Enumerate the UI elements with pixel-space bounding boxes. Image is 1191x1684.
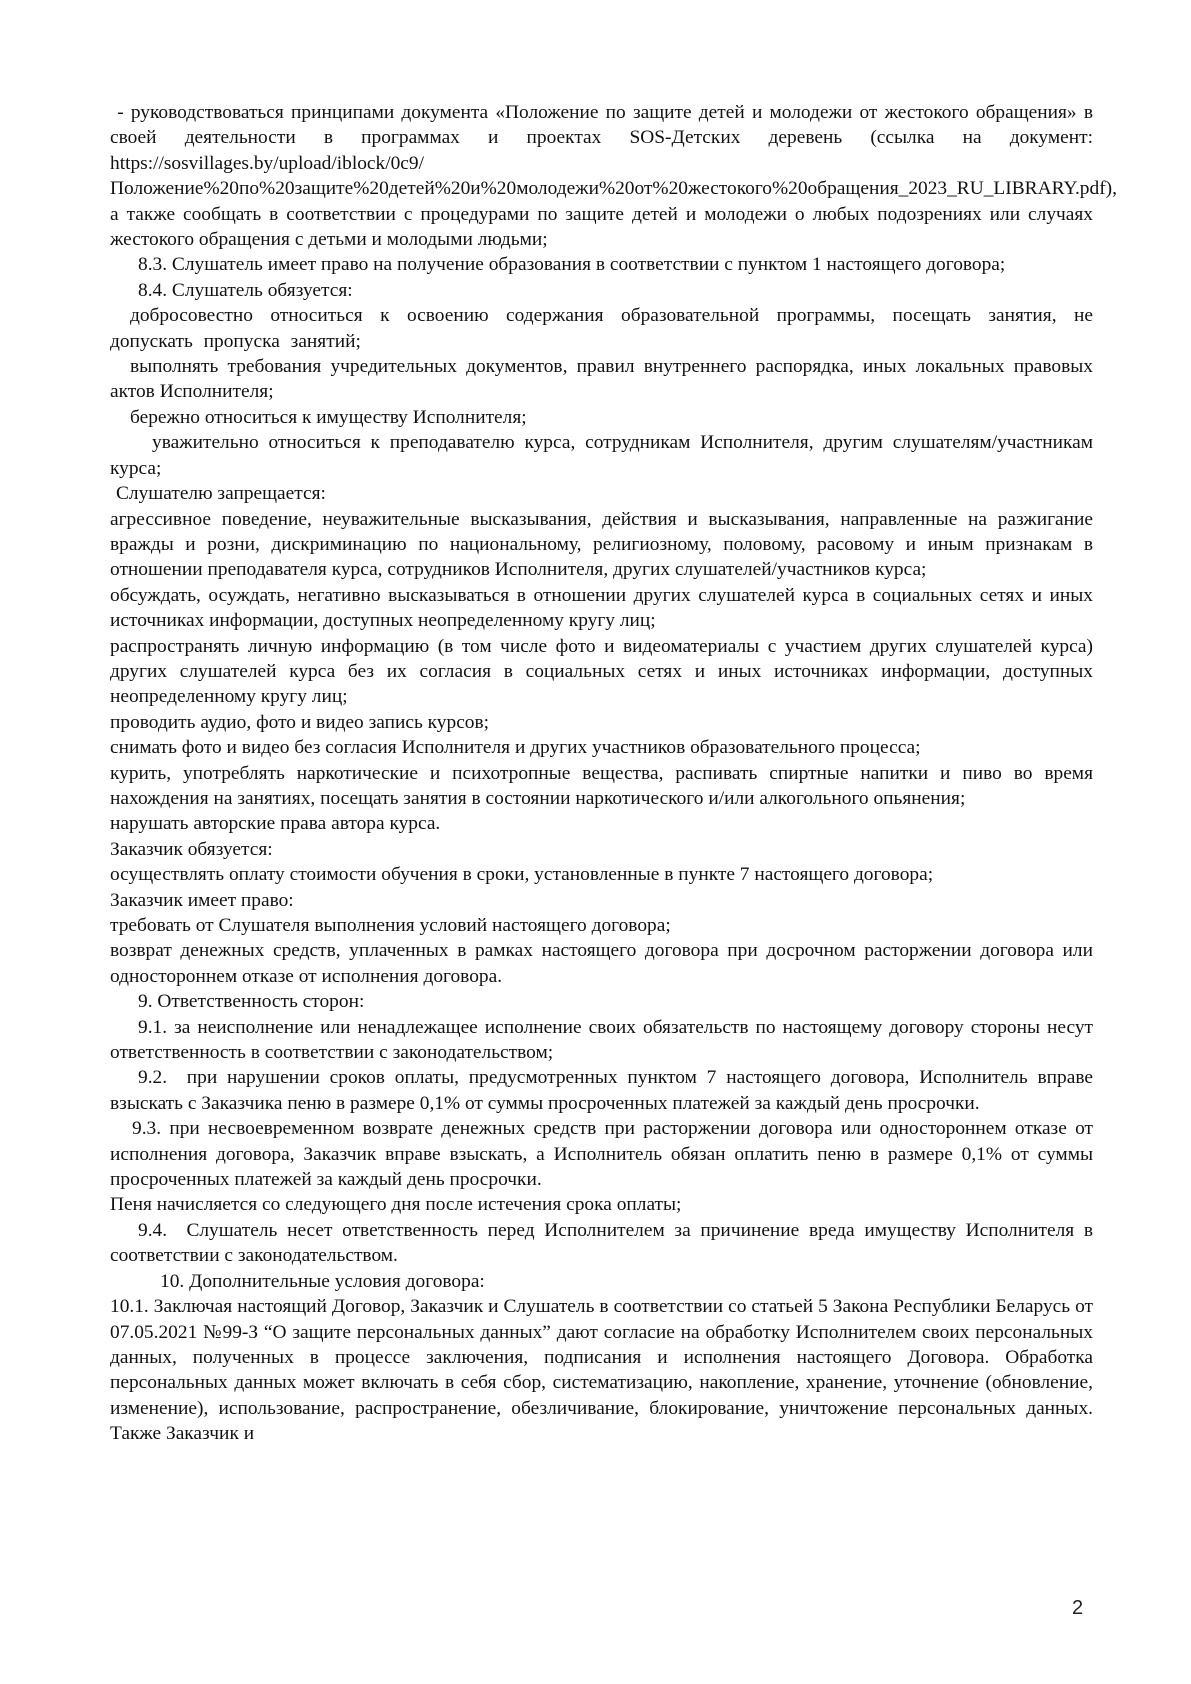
paragraph-customer-obliged: Заказчик обязуется: [110,838,273,860]
paragraph-demand: требовать от Слушателя выполнения условий настоящего договора; [110,915,671,936]
paragraph-smoking: курить, употреблять наркотические и психотропные вещества, распивать спиртные напитки и пиво во время нахождения на занятиях, посещать занятия в состоянии наркотического и/или алкогольного опьянения; [110,762,1093,809]
paragraph-penalty-start: Пеня начисляется со следующего дня после истечения срока оплаты; [110,1194,682,1216]
paragraph-customer-rights: Заказчик имеет право: [110,889,294,911]
paragraph-copyright: нарушать авторские права автора курса. [110,813,441,835]
paragraph-discuss: обсуждать, осуждать, негативно высказываться в отношении других слушателей курса в социальных сетях и иных источниках информации, доступных неопределенному кругу лиц; [110,584,1093,632]
paragraph-sos-policy: - руководствоваться принципами документа «Положение по защите детей и молодежи от жестокого обращения» в своей деятельности в программах и проектах SOS-Детских деревень (ссылка на документ: https://sosvillages.by/upload/iblock/0c9/Положение%20по%20защите%20детей%20и%20молодежи%20от%20жестокого%20обращения_2023_RU_LIBRARY.pdf), а также сообщать в соответствии с процедурами по защите детей и молодежи о любых подозрениях или случаях жестокого обращения с детьми и молодыми людьми; [110,102,1122,251]
paragraph-photo: снимать фото и видео без согласия Исполнителя и других участников образовательного процесса; [110,737,921,759]
paragraph-8-3: 8.3. Слушатель имеет право на получение образования в соответствии с пунктом 1 настоящего договора; [138,254,1006,276]
document-body [110,100,1122,1447]
paragraph-property: бережно относиться к имуществу Исполнителя; [130,406,527,428]
paragraph-9-1: 9.1. за неисполнение или ненадлежащее исполнение своих обязательств по настоящему договору стороны несут ответственность в соответствии с законодательством; [110,1016,1093,1064]
paragraph-8-4: 8.4. Слушатель обязуется: [138,279,353,301]
paragraph-9-4: 9.4. Слушатель несет ответственность перед Исполнителем за причинение вреда имуществу Исполнителя в соответствии с законодательством. [110,1219,1098,1267]
paragraph-9-heading: 9. Ответственность сторон: [138,991,365,1013]
paragraph-requirements: выполнять требования учредительных документов, правил внутреннего распорядка, иных локальных правовых актов Исполнителя; [110,356,1093,403]
paragraph-9-2: 9.2. при нарушении сроков оплаты, предусмотренных пунктом 7 настоящего договора, Исполнитель вправе взыскать с Заказчика пеню в размере 0,1% от суммы просроченных платежей за каждый день просрочки. [110,1067,1098,1114]
paragraph-diligent: добросовестно относиться к освоению содержания образовательной программы, посещать занятия, не допускать пропуска занятий; [110,305,1093,352]
page-number: 2 [1072,1597,1084,1619]
paragraph-aggressive: агрессивное поведение, неуважительные высказывания, действия и высказывания, направленные на разжигание вражды и розни, дискриминацию по национальному, религиозному, половому, расовому и иным признакам в отношении преподавателя курса, сотрудников Исполнителя, других слушателей/участников курса; [110,508,1093,581]
paragraph-respect: уважительно относиться к преподавателю курса, сотрудникам Исполнителя, другим слушателям/участникам курса; [110,432,1093,479]
paragraph-refund: возврат денежных средств, уплаченных в рамках настоящего договора при досрочном расторжении договора или одностороннем отказе от исполнения договора. [110,940,1093,987]
paragraph-10-heading: 10. Дополнительные условия договора: [160,1270,485,1292]
paragraph-record: проводить аудио, фото и видео запись курсов; [110,711,490,733]
paragraph-distribute: распространять личную информацию (в том числе фото и видеоматериалы с участием других слушателей курса) других слушателей курса без их согласия в социальных сетях и иных источниках информации, доступных неопределенному кругу лиц; [110,635,1093,708]
paragraph-prohibited-heading: Слушателю запрещается: [116,483,326,505]
paragraph-payment: осуществлять оплату стоимости обучения в сроки, установленные в пункте 7 настоящего договора; [110,864,934,886]
paragraph-9-3: 9.3. при несвоевременном возврате денежных средств при расторжении договора или одностороннем отказе от исполнения договора, Заказчик вправе взыскать, а Исполнитель обязан оплатить пеню в размере 0,1% от суммы просроченных платежей за каждый день просрочки. [110,1118,1093,1191]
paragraph-10-1: 10.1. Заключая настоящий Договор, Заказчик и Слушатель в соответствии со статьей 5 Закона Республики Беларусь от 07.05.2021 №99-З “О защите персональных данных” дают согласие на обработку Исполнителем своих персональных данных, полученных в процессе заключения, подписания и исполнения настоящего Договора. Обработка персональных данных может включать в себя сбор, систематизацию, накопление, хранение, уточнение (обновление, изменение), использование, распространение, обезличивание, блокирование, уничтожение персональных данных. Также Заказчик и [110,1296,1093,1445]
